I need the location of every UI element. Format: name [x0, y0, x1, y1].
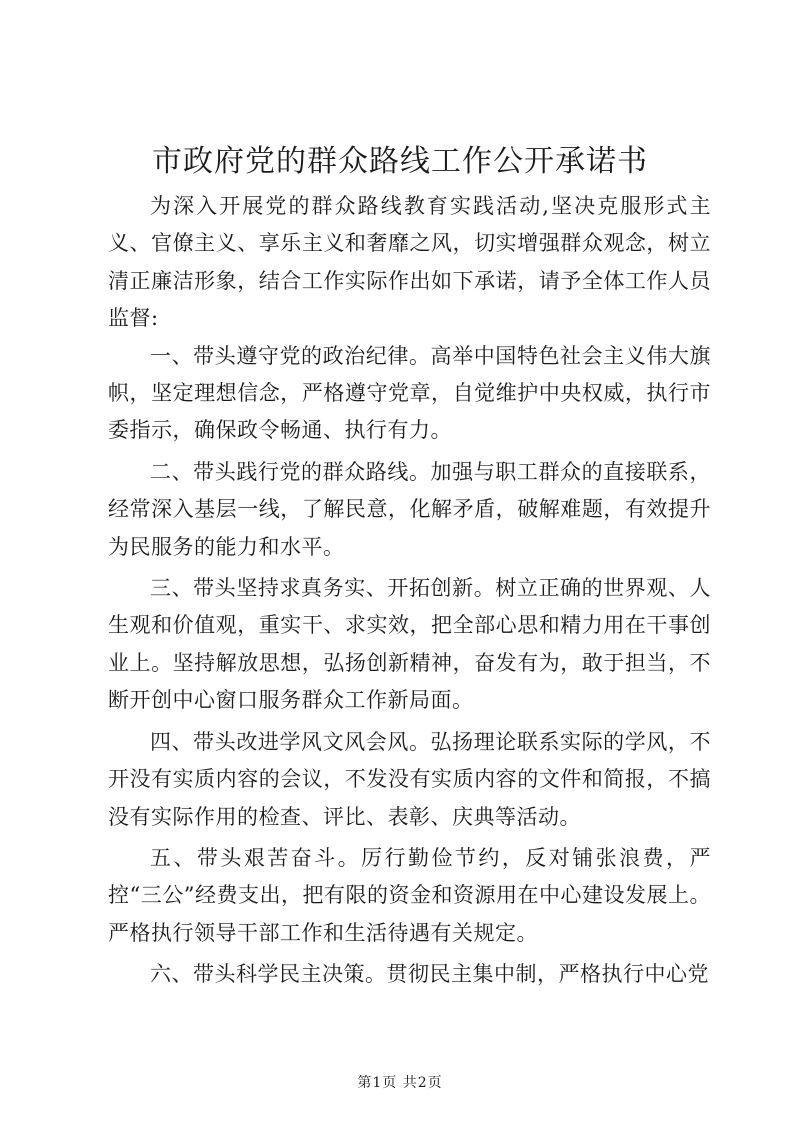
- document-title: 市政府党的群众路线工作公开承诺书: [152, 144, 648, 179]
- paragraph-commitment-6: 六、带头科学民主决策。贯彻民主集中制，严格执行中心党: [150, 962, 709, 987]
- paragraph-commitment-1: 一、带头遵守党的政治纪律。高举中国特色社会主义伟大旗帜，坚定理想信念，严格遵守党章，自觉维护中央权威，执行市委指示，确保政令畅通、执行有力。: [108, 343, 711, 443]
- paragraph-commitment-5: 五、带头艰苦奋斗。厉行勤俭节约，反对铺张浪费，严控“三公”经费支出，把有限的资金和资源用在中心建设发展上。严格执行领导干部工作和生活待遇有关规定。: [108, 845, 711, 945]
- paragraph-commitment-2: 二、带头践行党的群众路线。加强与职工群众的直接联系，经常深入基层一线，了解民意，化解矛盾，破解难题，有效提升为民服务的能力和水平。: [108, 459, 711, 559]
- page-number-footer: 第1页 共2页: [357, 1075, 443, 1091]
- paragraph-commitment-3: 三、带头坚持求真务实、开拓创新。树立正确的世界观、人生观和价值观，重实干、求实效，把全部心思和精力用在干事创业上。坚持解放思想，弘扬创新精神，奋发有为，敢于担当，不断开创中心窗口服务群众工作新局面。: [108, 576, 711, 713]
- document-body: [108, 188, 711, 994]
- paragraph-intro: 为深入开展党的群众路线教育实践活动,坚决克服形式主义、官僚主义、享乐主义和奢靡之风，切实增强群众观念，树立清正廉洁形象，结合工作实际作出如下承诺，请予全体工作人员监督:: [108, 194, 711, 331]
- paragraph-commitment-4: 四、带头改进学风文风会风。弘扬理论联系实际的学风，不开没有实质内容的会议，不发没有实质内容的文件和简报，不搞没有实际作用的检查、评比、表彰、庆典等活动。: [108, 729, 711, 829]
